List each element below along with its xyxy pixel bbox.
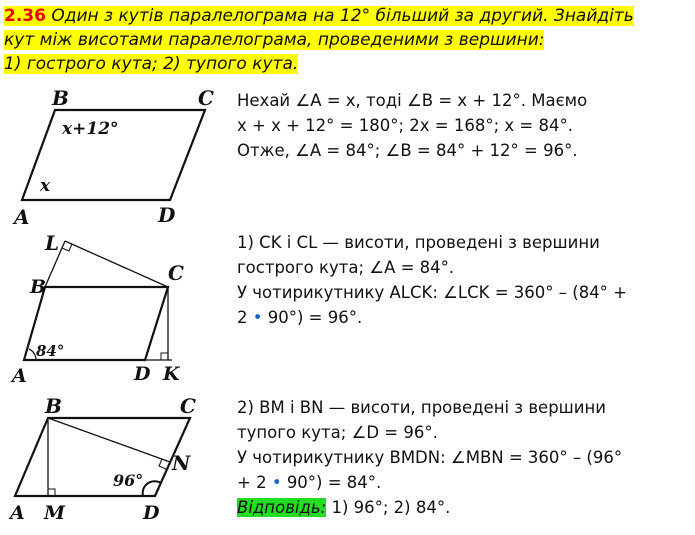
vertex-n: N — [172, 451, 191, 475]
multiply-dot: • — [252, 308, 263, 327]
vertex-c-2: C — [168, 261, 184, 285]
vertex-k: K — [163, 363, 180, 385]
solution-block-2: 1) CK і CL — висоти, проведені з вершини гострого кута; ∠A = 84°. У чотирикутнику ALCK: ∠LCK = 360° – (84° + 2 • 90°) = 96°. — [237, 233, 628, 327]
problem-number: 2.36 — [4, 6, 46, 26]
angle-a-value: 84° — [36, 342, 65, 360]
vertex-d-2: D — [134, 363, 151, 385]
answer-text: 1) 96°; 2) 84°. — [326, 498, 451, 517]
problem-line-2: кут між висотами паралелограма, проведеними з вершини: — [4, 30, 545, 50]
angle-a-label: x — [40, 176, 51, 196]
angle-d-value: 96° — [113, 471, 144, 490]
solution-block-1: Нехай ∠A = x, тоді ∠B = x + 12°. Маємо x + x + 12° = 180°; 2x = 168°; x = 84°. Отже, ∠A = 84°; ∠B = 84° + 12° = 96°. — [237, 91, 588, 160]
problem-line-3: 1) гострого кута; 2) тупого кута. — [4, 54, 299, 74]
angle-b-label: x+12° — [62, 119, 119, 139]
vertex-l: L — [45, 231, 60, 255]
vertex-d: D — [158, 203, 176, 227]
vertex-b: B — [52, 86, 69, 110]
vertex-c-3: C — [180, 394, 196, 418]
vertex-c: C — [198, 86, 214, 110]
vertex-a-3: A — [10, 502, 25, 524]
solution-block-3: 2) BM і BN — висоти, проведені з вершини тупого кута; ∠D = 96°. У чотирикутнику BMDN: ∠MBN = 360° – (96° + 2 • 90°) = 84°. Відповідь: 1) 96°; 2) 84°. — [237, 395, 692, 520]
vertex-a-2: A — [12, 365, 27, 387]
parallelogram-abcd-3 — [15, 418, 190, 496]
vertex-b-2: B — [30, 276, 47, 298]
answer-label: Відповідь: — [237, 498, 327, 517]
vertex-d-3: D — [143, 502, 160, 524]
figure-obtuse-heights — [0, 0, 235, 535]
height-bn — [48, 418, 170, 462]
answer-line — [237, 495, 692, 520]
vertex-m: M — [44, 502, 66, 524]
problem-line-1: 2.36 Один з кутів паралелограма на 12° більший за другий. Знайдіть — [4, 6, 634, 26]
vertex-a: A — [14, 205, 30, 229]
vertex-b-3: B — [45, 394, 62, 418]
multiply-dot-2: • — [271, 473, 282, 492]
